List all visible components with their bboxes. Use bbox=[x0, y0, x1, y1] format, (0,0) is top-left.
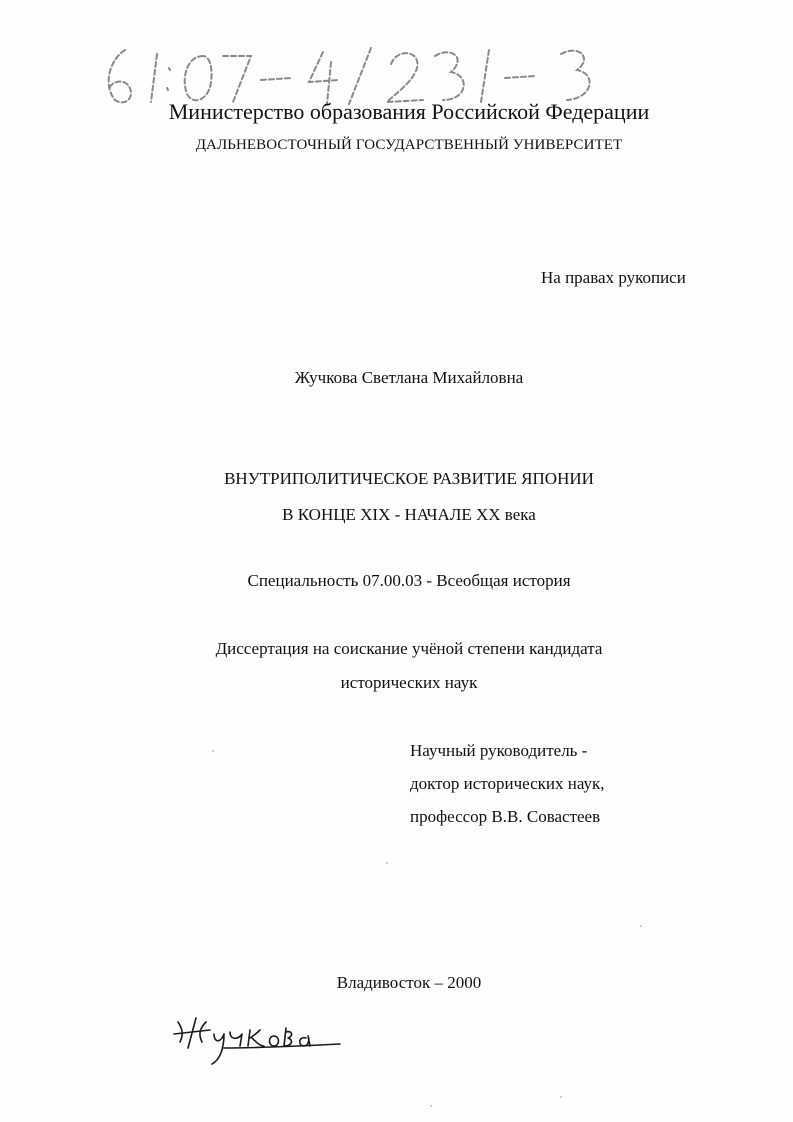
thesis-title-line-1: ВНУТРИПОЛИТИЧЕСКОЕ РАЗВИТИЕ ЯПОНИИ bbox=[224, 469, 594, 488]
ministry-name: Министерство образования Российской Федерации bbox=[168, 99, 650, 124]
scan-speck bbox=[212, 750, 214, 752]
scan-speck bbox=[386, 862, 388, 864]
degree-line-1: Диссертация на соискание учёной степени кандидата bbox=[215, 639, 603, 658]
university-name: ДАЛЬНЕВОСТОЧНЫЙ ГОСУДАРСТВЕННЫЙ УНИВЕРСИТЕТ bbox=[195, 137, 623, 153]
manuscript-rights-note: На правах рукописи bbox=[541, 268, 686, 287]
degree-line-2: исторических наук bbox=[340, 673, 478, 692]
advisor-name: профессор В.В. Совастеев bbox=[410, 807, 601, 826]
advisor-degree: доктор исторических наук, bbox=[410, 774, 605, 793]
specialty: Специальность 07.00.03 - Всеобщая история bbox=[247, 571, 571, 590]
handwritten-signature bbox=[170, 1008, 350, 1068]
thesis-title-line-2: В КОНЦЕ XIX - НАЧАЛЕ XX века bbox=[282, 505, 536, 524]
scan-speck bbox=[640, 925, 642, 927]
scan-speck bbox=[430, 1105, 432, 1107]
place-and-year: Владивосток – 2000 bbox=[336, 973, 482, 992]
scan-speck bbox=[560, 1096, 562, 1098]
author-name: Жучкова Светлана Михайловна bbox=[294, 368, 524, 387]
advisor-role: Научный руководитель - bbox=[410, 741, 588, 760]
